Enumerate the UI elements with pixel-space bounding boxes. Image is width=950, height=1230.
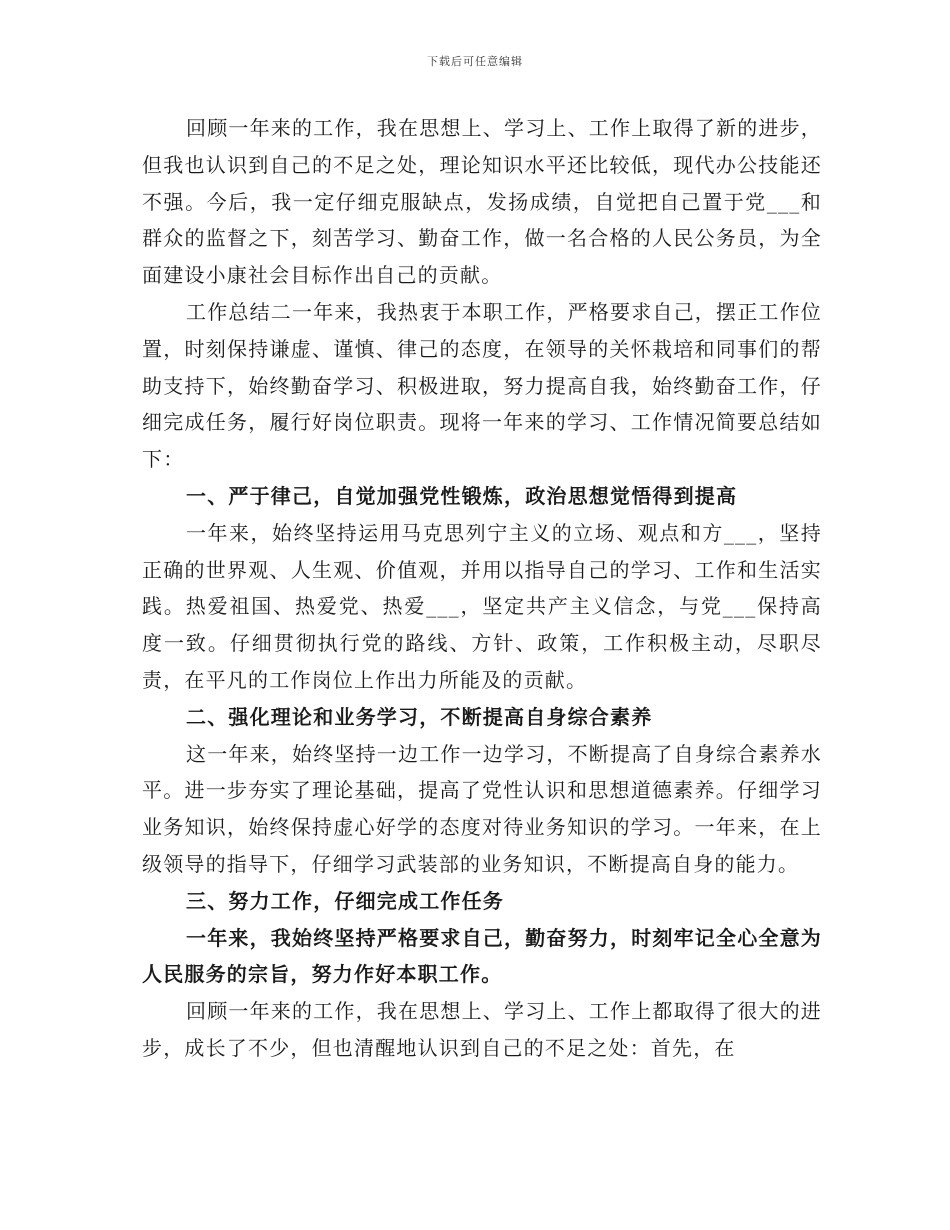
paragraph-closing-review: 回顾一年来的工作，我在思想上、学习上、工作上都取得了很大的进步，成长了不少，但也清醒地认识到自己的不足之处：首先，在 [142, 999, 822, 1060]
paragraph-review: 回顾一年来的工作，我在思想上、学习上、工作上取得了新的进步，但我也认识到自己的不足之处，理论知识水平还比较低，现代办公技能还不强。今后，我一定仔细克服缺点，发扬成绩，自觉把自己置于党___和群众的监督之下，刻苦学习、勤奋工作，做一名合格的人民公务员，为全面建设小康社会目标作出自己的贡献。 [142, 116, 822, 288]
paragraph-section-three-bold: 一年来，我始终坚持严格要求自己，勤奋努力，时刻牢记全心全意为人民服务的宗旨，努力作好本职工作。 [142, 925, 822, 987]
paragraph-summary-two-intro: 工作总结二一年来，我热衷于本职工作，严格要求自己，摆正工作位置，时刻保持谦虚、谨慎、律己的态度，在领导的关怀栽培和同事们的帮助支持下，始终勤奋学习、积极进取，努力提高自我，始终勤奋工作，仔细完成任务，履行好岗位职责。现将一年来的学习、工作情况简要总结如下： [142, 299, 822, 472]
section-heading-two: 二、强化理论和业务学习，不断提高自身综合素养 [186, 704, 653, 729]
page-header: 下载后可任意编辑 [427, 55, 523, 68]
section-heading-one: 一、严于律己，自觉加强党性锻炼，政治思想觉悟得到提高 [186, 483, 738, 508]
section-heading-three: 三、努力工作，仔细完成工作任务 [186, 888, 504, 913]
paragraph-section-two: 这一年来，始终坚持一边工作一边学习，不断提高了自身综合素养水平。进一步夯实了理论基础，提高了党性认识和思想道德素养。仔细学习业务知识，始终保持虚心好学的态度对待业务知识的学习。一年来，在上级领导的指导下，仔细学习武装部的业务知识，不断提高自身的能力。 [142, 741, 822, 876]
paragraph-section-one: 一年来，始终坚持运用马克思列宁主义的立场、观点和方___，坚持正确的世界观、人生观、价值观，并用以指导自己的学习、工作和生活实践。热爱祖国、热爱党、热爱___，坚定共产主义信念，与党___保持高度一致。仔细贯彻执行党的路线、方针、政策，工作积极主动，尽职尽责，在平凡的工作岗位上作出力所能及的贡献。 [142, 520, 822, 692]
document-body [142, 110, 822, 1067]
